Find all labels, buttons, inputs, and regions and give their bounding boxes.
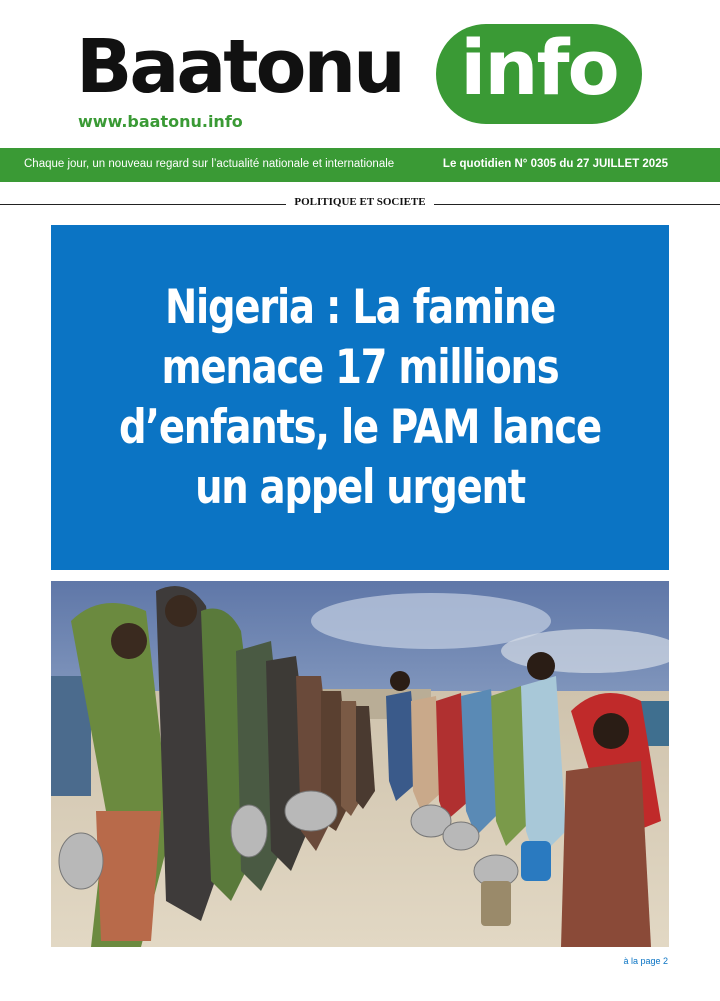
rubric-label: POLITIQUE ET SOCIETE (286, 196, 433, 208)
cover-photo (51, 581, 669, 947)
logo-info-pill (436, 24, 642, 124)
tagline-banner (0, 148, 720, 182)
tagline-text: Chaque jour, un nouveau regard sur l’actualité nationale et internationale (24, 158, 395, 170)
page-reference[interactable]: à la page 2 (623, 956, 668, 966)
site-url: www.baatonu.info (78, 112, 243, 131)
headline-box (51, 225, 669, 570)
logo-brand-text: Baatonu (76, 24, 403, 110)
masthead-logo (76, 22, 646, 134)
logo-pill-text: info (460, 23, 618, 112)
issue-info: Le quotidien N° 0305 du 27 JUILLET 2025 (442, 158, 668, 170)
section-rubric (0, 196, 720, 208)
photo-children-queue-icon (51, 581, 669, 947)
headline: Nigeria : La famine menace 17 millions d’enfants, le PAM lance un appel urgent (119, 279, 601, 515)
